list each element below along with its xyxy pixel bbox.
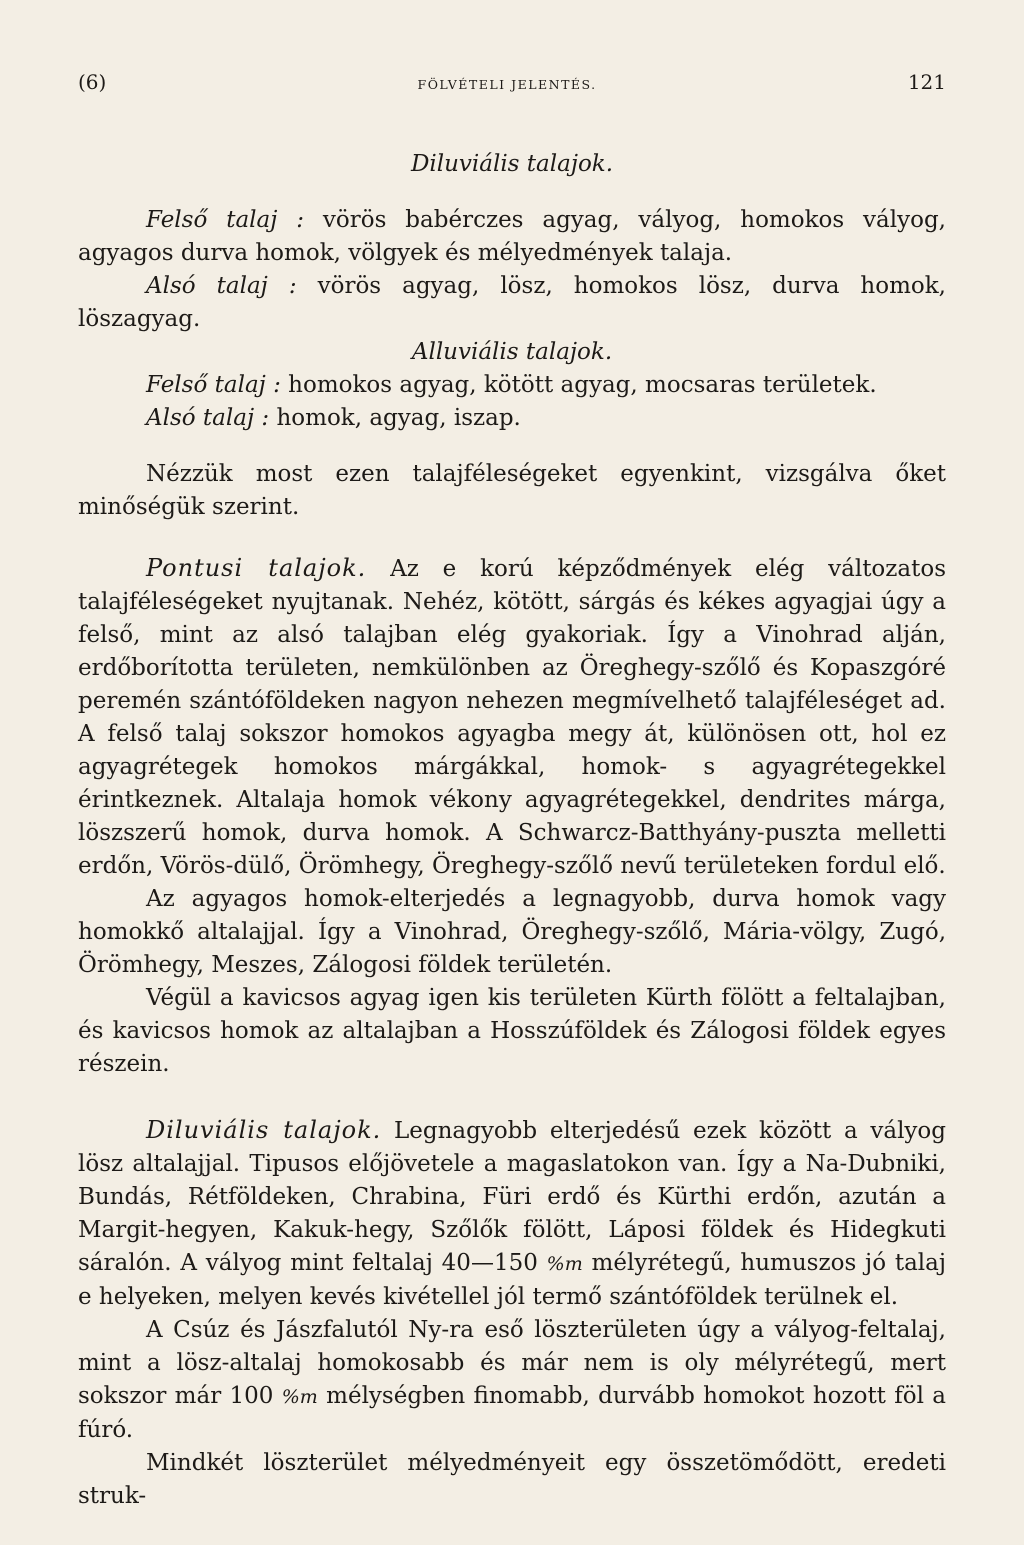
page-body	[78, 148, 946, 1513]
summary-diluvial-upper	[78, 204, 946, 270]
diluvialis-text-1a: Legnagyobb elterjedésű ezek között a vályog lösz altalajjal. Tipusos előjövetele a magaslatokon van. Így a Na-Dubniki, Bundás, Rétföldeken, Chrabina, Füri erdő és Kürthi erdőn, azután a Margit-hegyen, Kakuk-hegy, Szőlők fölött, Láposi földek és Hidegkuti sáralón. A vályog mint feltalaj 40—150	[78, 1118, 946, 1276]
page-number: 121	[907, 70, 946, 94]
diluvialis-paragraph-2	[78, 1314, 946, 1447]
diluvialis-paragraph-3: Mindkét löszterület mélyedményeit egy összetömődött, eredeti struk-	[78, 1450, 946, 1509]
unit-permille: %m	[281, 1386, 318, 1408]
summary-alluvial-upper	[78, 369, 946, 402]
lower-soil-label: Alsó talaj :	[146, 273, 297, 299]
diluvialis-text-2b: mélységben finomabb, durvább homokot hozott föl a fúró.	[78, 1383, 946, 1443]
upper-soil-text: vörös babérczes agyag, vályog, homokos vályog, agyagos durva homok, völgyek és mélyedmények talaja.	[78, 207, 946, 266]
summary-diluvial-lower	[78, 270, 946, 336]
upper-soil-label: Felső talaj :	[146, 207, 305, 233]
upper-soil-label: Felső talaj :	[146, 372, 281, 398]
running-title: FÖLVÉTELI JELENTÉS.	[417, 77, 597, 92]
upper-soil-text: homokos agyag, kötött agyag, mocsaras területek.	[288, 372, 877, 398]
lower-soil-text: homok, agyag, iszap.	[276, 405, 521, 431]
page-header	[78, 70, 946, 96]
pontusi-paragraph-2: Az agyagos homok-elterjedés a legnagyobb, durva homok vagy homokkő altalajjal. Így a Vinohrad, Öreghegy-szőlő, Mária-völgy, Zugó, Örömhegy, Meszes, Zálogosi földek területén.	[78, 886, 946, 978]
diluvialis-heading: Diluviális talajok.	[146, 1116, 382, 1144]
summary-alluvial-lower	[78, 402, 946, 435]
unit-permille: %m	[546, 1253, 583, 1275]
lower-soil-label: Alsó talaj :	[146, 405, 270, 431]
pontusi-heading: Pontusi talajok.	[146, 554, 367, 582]
lower-soil-text: vörös agyag, lösz, homokos lösz, durva homok, löszagyag.	[78, 273, 946, 332]
pontusi-paragraph-3: Végül a kavicsos agyag igen kis területen Kürth fölött a feltalajban, és kavicsos homok az altalajban a Hosszúföldek és Zálogosi földek egyes részein.	[78, 985, 946, 1077]
chapter-number: (6)	[78, 70, 107, 94]
intro-paragraph: Nézzük most ezen talajféleségeket egyenkint, vizsgálva őket minőségük szerint.	[78, 461, 946, 520]
summary-diluvial-heading: Diluviális talajok.	[410, 151, 614, 177]
diluvialis-text-1b: mélyrétegű, humuszos jó talaj e helyeken, melyen kevés kivétellel jól termő szántóföldek terülnek el.	[78, 1250, 946, 1310]
diluvialis-paragraph-1	[78, 1114, 946, 1314]
diluvialis-text-2a: A Csúz és Jászfalutól Ny-ra eső löszterületen úgy a vályog-feltalaj, mint a lösz-altalaj homokosabb és már nem is oly mélyrétegű, mert sokszor már 100	[78, 1317, 946, 1409]
summary-alluvial-heading: Alluviális talajok.	[411, 339, 613, 365]
pontusi-paragraph-1	[78, 552, 946, 883]
pontusi-text-1: Az e korú képződmények elég változatos talajféleségeket nyujtanak. Nehéz, kötött, sárgás és kékes agyagjai úgy a felső, mint az alsó talajban elég gyakoriak. Így a Vinohrad alján, erdőborította területen, nemkülönben az Öreghegy-szőlő és Kopaszgóré peremén szántóföldeken nagyon nehezen megmívelhető talajféleséget ad. A felső talaj sokszor homokos agyagba megy át, különösen ott, hol ez agyagrétegek homokos márgákkal, homok- s agyagrétegekkel érintkeznek. Altalaja homok vékony agyagrétegekkel, dendrites márga, löszszerű homok, durva homok. A Schwarcz-Batthyány-puszta melletti erdőn, Vörös-dülő, Örömhegy, Öreghegy-szőlő nevű területeken fordul elő.	[78, 556, 947, 879]
